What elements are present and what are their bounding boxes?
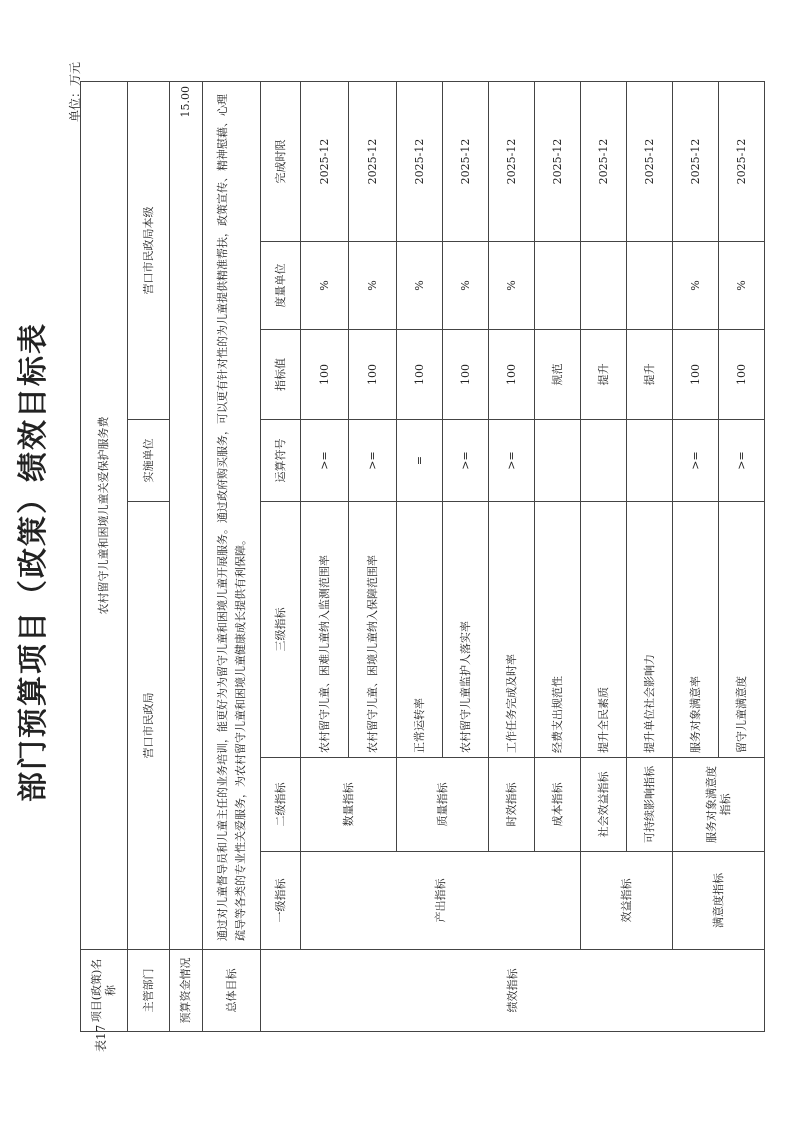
level2-quantity: 数量指标 (301, 758, 397, 852)
funds-value: 15.00 (170, 81, 203, 949)
indicator-value: 100 (301, 330, 349, 420)
header-op: 运算符号 (261, 420, 301, 502)
level2-social: 社会效益指标 (581, 758, 627, 852)
indicator-name: 正常运转率 (397, 502, 443, 758)
indicator-op (627, 420, 673, 502)
level2-cost: 成本指标 (535, 758, 581, 852)
indicator-op: >= (673, 420, 719, 502)
indicator-unit: % (489, 242, 535, 330)
header-level3: 三级指标 (261, 502, 301, 758)
indicator-name: 经费支出规范性 (535, 502, 581, 758)
table-row (128, 81, 170, 1031)
indicator-unit: % (349, 242, 397, 330)
header-value: 指标值 (261, 330, 301, 420)
indicator-deadline: 2025-12 (349, 81, 397, 241)
indicator-value: 100 (489, 330, 535, 420)
table-number: 表17 (94, 1024, 108, 1052)
dept-label: 主管部门 (128, 950, 170, 1032)
page-title: 部门预算项目（政策）绩效目标表 (16, 322, 51, 802)
indicator-name: 留守儿童满意度 (719, 502, 765, 758)
indicator-deadline: 2025-12 (581, 81, 627, 241)
header-deadline: 完成时限 (261, 81, 301, 241)
table-row (301, 81, 349, 1031)
group-benefit: 效益指标 (581, 852, 673, 950)
indicator-value: 100 (673, 330, 719, 420)
impl-value: 营口市民政局本级 (128, 81, 170, 419)
table-row (81, 81, 128, 1031)
indicator-name: 农村留守儿童监护人落实率 (443, 502, 489, 758)
indicator-deadline: 2025-12 (627, 81, 673, 241)
header-unit: 度量单位 (261, 242, 301, 330)
header-level1: 一级指标 (261, 852, 301, 950)
funds-label: 预算资金情况 (170, 950, 203, 1032)
indicator-unit: % (719, 242, 765, 330)
indicator-op (581, 420, 627, 502)
unit-label: 单位：万元 (68, 61, 82, 122)
indicator-name: 农村留守儿童、困难儿童纳入监测范围率 (301, 502, 349, 758)
project-name-label: 项目(政策)名称 (81, 950, 128, 1032)
indicator-deadline: 2025-12 (397, 81, 443, 241)
indicator-name: 工作任务完成及时率 (489, 502, 535, 758)
indicator-deadline: 2025-12 (301, 81, 349, 241)
indicators-label: 绩效指标 (261, 950, 765, 1032)
indicator-op: >= (489, 420, 535, 502)
group-satisfaction: 满意度指标 (673, 852, 765, 950)
indicator-value: 100 (443, 330, 489, 420)
indicator-op: >= (443, 420, 489, 502)
indicator-op: >= (719, 420, 765, 502)
indicator-unit (627, 242, 673, 330)
indicator-unit: % (397, 242, 443, 330)
indicator-name: 农村留守儿童、困境儿童纳入保障范围率 (349, 502, 397, 758)
indicator-unit: % (673, 242, 719, 330)
indicator-deadline: 2025-12 (673, 81, 719, 241)
indicator-deadline: 2025-12 (535, 81, 581, 241)
indicator-op: = (397, 420, 443, 502)
indicator-value: 100 (397, 330, 443, 420)
indicator-name: 提升全民素质 (581, 502, 627, 758)
goal-label: 总体目标 (203, 950, 261, 1032)
dept-value: 营口市民政局 (128, 502, 170, 950)
level2-time: 时效指标 (489, 758, 535, 852)
table-row (581, 81, 627, 1031)
indicator-value: 规范 (535, 330, 581, 420)
project-name: 农村留守儿童和困境儿童关爱保护服务费 (81, 81, 128, 949)
indicator-name: 提升单位社会影响力 (627, 502, 673, 758)
table-row (261, 81, 301, 1031)
indicator-value: 提升 (581, 330, 627, 420)
indicator-deadline: 2025-12 (443, 81, 489, 241)
performance-table (80, 81, 765, 1032)
header-level2: 二级指标 (261, 758, 301, 852)
indicator-deadline: 2025-12 (719, 81, 765, 241)
indicator-unit: % (301, 242, 349, 330)
indicator-unit: % (443, 242, 489, 330)
table-row (203, 81, 261, 1031)
table-row (170, 81, 203, 1031)
table-row (673, 81, 719, 1031)
indicator-value: 100 (349, 330, 397, 420)
level2-sustain: 可持续影响指标 (627, 758, 673, 852)
indicator-name: 服务对象满意率 (673, 502, 719, 758)
indicator-deadline: 2025-12 (489, 81, 535, 241)
indicator-value: 100 (719, 330, 765, 420)
goal-text: 通过对儿童督导员和儿童主任的业务培训，能更好为为留守儿童和困境儿童开展服务。通过政府购买服务，可以更有针对性的为儿童提供精准帮扶，政策宣传、精神慰藉、心理疏导等各类的专业性关爱服务，为农村留守儿童和困境儿童健康成长提供有利保障。 (203, 81, 261, 949)
level2-quality: 质量指标 (397, 758, 489, 852)
indicator-op (535, 420, 581, 502)
impl-label: 实施单位 (128, 420, 170, 502)
indicator-unit (535, 242, 581, 330)
level2-service: 服务对象满意度指标 (673, 758, 765, 852)
indicator-op: >= (349, 420, 397, 502)
indicator-value: 提升 (627, 330, 673, 420)
indicator-op: >= (301, 420, 349, 502)
indicator-unit (581, 242, 627, 330)
group-output: 产出指标 (301, 852, 581, 950)
